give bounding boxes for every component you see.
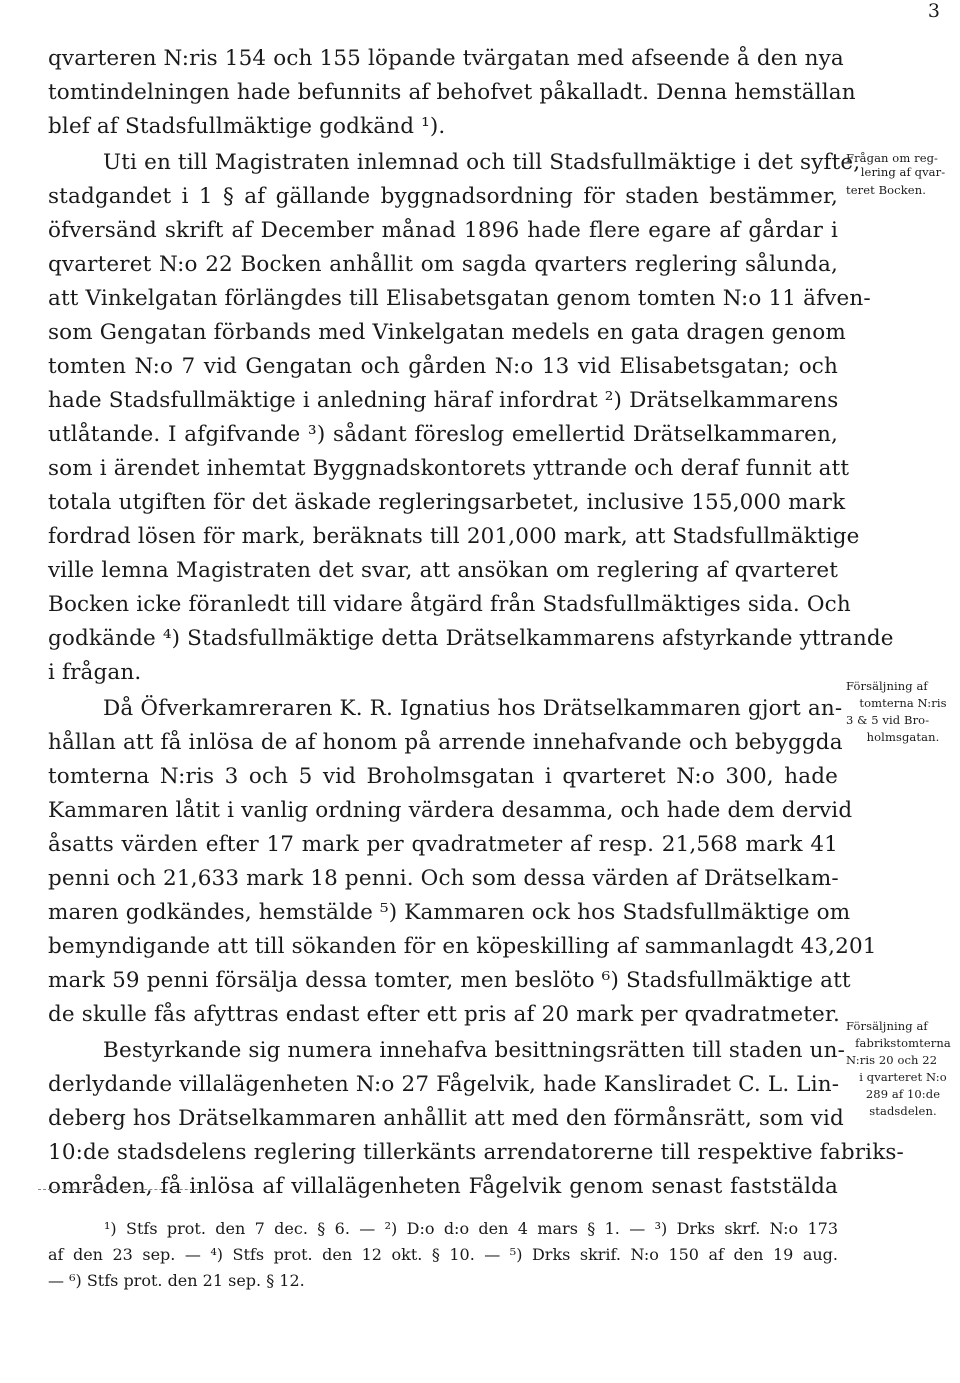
footnote-line: ¹) Stfs prot. den 7 dec. § 6. — ²) D:o d:o den 4 mars § 1. — ³) Drks skrf. N:o 173 bbox=[104, 1219, 838, 1238]
side-note-line: stadsdelen. bbox=[869, 1104, 937, 1118]
text-line: tomtindelningen hade befunnits af behofvet påkalladt. Denna hemställan bbox=[48, 80, 856, 105]
text-line: att Vinkelgatan förlängdes till Elisabetsgatan genom tomten N:o 11 äfven- bbox=[48, 286, 871, 311]
text-line: hållan att få inlösa de af honom på arrende innehafvande och bebyggda bbox=[48, 730, 843, 755]
text-line: qvarteret N:o 22 Bocken anhållit om sagda qvarters reglering sålunda, bbox=[48, 252, 838, 277]
text-line: blef af Stadsfullmäktige godkänd ¹). bbox=[48, 114, 446, 139]
footnote-divider bbox=[38, 1189, 208, 1190]
text-line: penni och 21,633 mark 18 penni. Och som dessa värden af Drätselkam- bbox=[48, 866, 839, 891]
side-note-line: Frågan om reg- bbox=[846, 151, 939, 165]
text-line: utlåtande. I afgifvande ³) sådant föreslog emellertid Drätselkammaren, bbox=[48, 422, 838, 447]
side-note-line: tomterna N:ris bbox=[859, 696, 947, 710]
text-line: tomterna N:ris 3 och 5 vid Broholmsgatan i qvarteret N:o 300, hade bbox=[48, 764, 838, 789]
footnote-line: af den 23 sep. — ⁴) Stfs prot. den 12 okt. § 10. — ⁵) Drks skrif. N:o 150 af den 19 aug. bbox=[48, 1245, 838, 1264]
side-note-line: Försäljning af bbox=[846, 679, 928, 693]
text-line: som Gengatan förbands med Vinkelgatan medels en gata dragen genom bbox=[48, 320, 846, 345]
text-line: deberg hos Drätselkammaren anhållit att med den förmånsrätt, som vid bbox=[48, 1106, 844, 1131]
text-line: maren godkändes, hemstälde ⁵) Kammaren ock hos Stadsfullmäktige om bbox=[48, 900, 851, 925]
text-line: öfversänd skrift af December månad 1896 hade flere egare af gårdar i bbox=[48, 218, 838, 243]
text-line: de skulle fås afyttras endast efter ett pris af 20 mark per qvadratmeter. bbox=[48, 1002, 840, 1027]
text-line: i frågan. bbox=[48, 660, 142, 685]
side-note-line: i qvarteret N:o bbox=[859, 1070, 947, 1084]
side-note-line: 289 af 10:de bbox=[865, 1087, 941, 1101]
side-note-line: holmsgatan. bbox=[866, 730, 940, 744]
text-line: stadgandet i 1 § af gällande byggnadsordning för staden bestämmer, bbox=[48, 184, 838, 209]
text-line: tomten N:o 7 vid Gengatan och gården N:o 13 vid Elisabetsgatan; och bbox=[48, 354, 838, 379]
text-line: Bocken icke föranledt till vidare åtgärd från Stadsfullmäktiges sida. Och bbox=[48, 592, 851, 617]
text-line: Kammaren låtit i vanlig ordning värdera desamma, och hade dem dervid bbox=[48, 798, 853, 823]
text-line: områden, få inlösa af villalägenheten Fågelvik genom senast faststälda bbox=[48, 1174, 838, 1199]
text-line: Bestyrkande sig numera innehafva besittningsrätten till staden un- bbox=[103, 1038, 846, 1063]
text-line: mark 59 penni försälja dessa tomter, men beslöto ⁶) Stadsfullmäktige att bbox=[48, 968, 851, 993]
page-number: 3 bbox=[927, 0, 940, 22]
text-line: som i ärendet inhemtat Byggnadskontorets yttrande och deraf funnit att bbox=[48, 456, 850, 481]
text-line: derlydande villalägenheten N:o 27 Fågelvik, hade Kansliradet C. L. Lin- bbox=[48, 1072, 840, 1097]
footnote-line: — ⁶) Stfs prot. den 21 sep. § 12. bbox=[48, 1271, 305, 1290]
side-note-line: fabrikstomterna bbox=[855, 1036, 951, 1050]
text-line: Då Öfverkamreraren K. R. Ignatius hos Drätselkammaren gjort an- bbox=[103, 696, 843, 721]
side-note-line: teret Bocken. bbox=[846, 183, 926, 197]
text-line: Uti en till Magistraten inlemnad och till Stadsfullmäktige i det syfte, bbox=[103, 150, 861, 175]
text-line: qvarteren N:ris 154 och 155 löpande tvärgatan med afseende å den nya bbox=[48, 46, 844, 71]
side-note-line: Försäljning af bbox=[846, 1019, 928, 1033]
text-line: fordrad lösen för mark, beräknats till 201,000 mark, att Stadsfullmäktige bbox=[48, 524, 860, 549]
side-note-line: 3 & 5 vid Bro- bbox=[846, 713, 930, 727]
text-line: ville lemna Magistraten det svar, att ansökan om reglering af qvarteret bbox=[48, 558, 838, 583]
side-note-line: N:ris 20 och 22 bbox=[846, 1053, 938, 1067]
text-line: totala utgiften för det äskade regleringsarbetet, inclusive 155,000 mark bbox=[48, 490, 846, 515]
text-line: bemyndigande att till sökanden för en köpeskilling af sammanlagdt 43,201 bbox=[48, 934, 877, 959]
text-line: åsatts värden efter 17 mark per qvadratmeter af resp. 21,568 mark 41 bbox=[48, 832, 838, 857]
text-line: 10:de stadsdelens reglering tillerkänts arrendatorerne till respektive fabriks- bbox=[48, 1140, 904, 1165]
text-line: hade Stadsfullmäktige i anledning häraf infordrat ²) Drätselkammarens bbox=[48, 388, 839, 413]
text-line: godkände ⁴) Stadsfullmäktige detta Drätselkammarens afstyrkande yttrande bbox=[48, 626, 894, 651]
side-note-line: lering af qvar- bbox=[860, 165, 946, 179]
